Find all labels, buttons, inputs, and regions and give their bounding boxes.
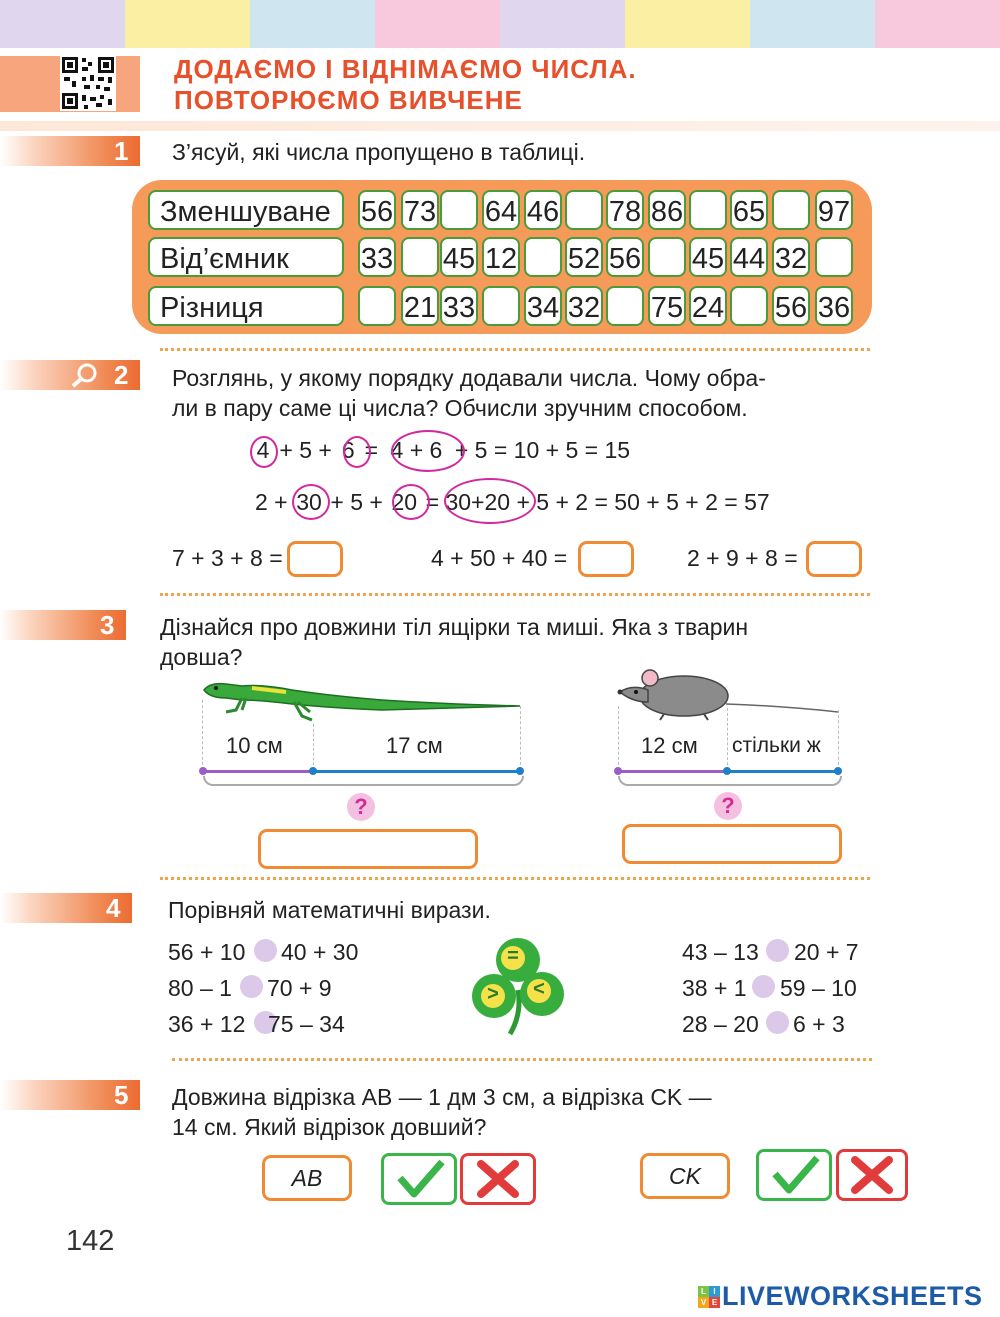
segment-point bbox=[309, 767, 317, 775]
exercise-expression: 4 + 50 + 40 = bbox=[431, 545, 568, 571]
empty-cell-input[interactable] bbox=[689, 190, 727, 230]
comparison-slot[interactable] bbox=[752, 975, 775, 998]
task-number: 1 bbox=[114, 136, 129, 166]
left-expression: 36 + 12 bbox=[168, 1011, 246, 1037]
segment-label: стільки ж bbox=[732, 734, 821, 757]
task-number: 3 bbox=[100, 610, 115, 640]
table-cell: 52 bbox=[565, 237, 603, 277]
segment-purple bbox=[203, 770, 313, 773]
cross-icon bbox=[839, 1152, 905, 1198]
answer-box[interactable] bbox=[578, 541, 634, 577]
text-line: довша? bbox=[160, 644, 243, 670]
divider bbox=[160, 877, 870, 880]
segment-label: 10 см bbox=[226, 733, 283, 758]
empty-cell-input[interactable] bbox=[358, 286, 396, 326]
color-block bbox=[625, 0, 750, 48]
expr-part: = bbox=[364, 437, 379, 463]
check-button[interactable] bbox=[381, 1153, 457, 1205]
row-header: Зменшуване bbox=[148, 190, 344, 230]
left-expression: 28 – 20 bbox=[682, 1011, 759, 1037]
left-expression: 43 – 13 bbox=[682, 939, 759, 965]
table-cell: 45 bbox=[689, 237, 727, 277]
segment-blue bbox=[313, 770, 520, 773]
table-cell: 45 bbox=[440, 237, 478, 277]
table-cell: 46 bbox=[524, 190, 562, 230]
text-line: Дізнайся про довжини тіл ящірки та миші. Яка з тварин bbox=[160, 614, 749, 640]
answer-box[interactable] bbox=[806, 541, 862, 577]
measure-guide bbox=[520, 706, 521, 770]
text-line: Довжина відрізка AB — 1 дм 3 см, а відрізка CK — bbox=[172, 1084, 712, 1110]
empty-cell-input[interactable] bbox=[565, 190, 603, 230]
row-header: Від’ємник bbox=[148, 237, 344, 277]
measure-guide bbox=[727, 708, 728, 770]
row-header: Різниця bbox=[148, 286, 344, 326]
divider bbox=[172, 1058, 872, 1061]
expr-part: + 5 + bbox=[330, 489, 383, 515]
comparison-slot[interactable] bbox=[766, 1011, 789, 1034]
measure-guide bbox=[838, 710, 839, 770]
empty-cell-input[interactable] bbox=[772, 190, 810, 230]
task3-instruction bbox=[160, 612, 748, 672]
circle-mark bbox=[444, 478, 536, 524]
lizard-answer-box[interactable] bbox=[258, 829, 478, 869]
table-cell: 65 bbox=[730, 190, 768, 230]
text-line: ли в пару саме ці числа? Обчисли зручним способом. bbox=[172, 395, 748, 421]
empty-cell-input[interactable] bbox=[401, 237, 439, 277]
logo-letter: I bbox=[709, 1286, 720, 1297]
table-cell: 56 bbox=[606, 237, 644, 277]
right-expression: 6 + 3 bbox=[793, 1011, 845, 1037]
total-brace bbox=[203, 776, 524, 786]
table-cell: 34 bbox=[524, 286, 562, 326]
circled-number: 20 bbox=[391, 489, 418, 515]
left-expression: 80 – 1 bbox=[168, 975, 232, 1001]
expr-part: + 5 = 10 + 5 = 15 bbox=[454, 437, 631, 463]
expr-part: + bbox=[471, 489, 485, 515]
task2-instruction bbox=[172, 363, 766, 423]
greater-sign[interactable]: > bbox=[487, 983, 499, 1005]
circle-mark bbox=[343, 436, 371, 468]
segment-purple bbox=[618, 770, 727, 773]
question-mark-icon: ? bbox=[714, 792, 742, 820]
logo-letter: E bbox=[709, 1297, 720, 1308]
color-block bbox=[750, 0, 875, 48]
table-cell: 75 bbox=[648, 286, 686, 326]
table-cell: 12 bbox=[482, 237, 520, 277]
mouse-answer-box[interactable] bbox=[622, 824, 842, 864]
right-expression: 75 – 34 bbox=[268, 1011, 345, 1037]
logo-letter: V bbox=[698, 1297, 709, 1308]
segment-blue bbox=[727, 770, 838, 773]
color-block bbox=[125, 0, 250, 48]
empty-cell-input[interactable] bbox=[440, 190, 478, 230]
page-number: 142 bbox=[66, 1225, 115, 1257]
color-block bbox=[375, 0, 500, 48]
check-icon bbox=[759, 1152, 829, 1198]
circle-mark bbox=[292, 484, 330, 520]
segment-point bbox=[199, 767, 207, 775]
segment-point bbox=[723, 767, 731, 775]
table-cell: 33 bbox=[440, 286, 478, 326]
table-cell: 56 bbox=[358, 190, 396, 230]
table-cell: 32 bbox=[772, 237, 810, 277]
divider bbox=[160, 593, 870, 596]
title-line-1: ДОДАЄМО І ВІДНІМАЄМО ЧИСЛА. bbox=[174, 54, 637, 84]
table-cell: 33 bbox=[358, 237, 396, 277]
table-cell: 97 bbox=[815, 190, 853, 230]
task-number: 5 bbox=[114, 1080, 129, 1110]
check-button[interactable] bbox=[756, 1149, 832, 1201]
answer-box[interactable] bbox=[287, 541, 343, 577]
right-expression: 59 – 10 bbox=[780, 975, 857, 1001]
table-cell: 86 bbox=[648, 190, 686, 230]
logo-letter: L bbox=[698, 1286, 709, 1297]
color-block bbox=[875, 0, 1000, 48]
empty-cell-input[interactable] bbox=[730, 286, 768, 326]
magnifier-icon bbox=[70, 362, 100, 393]
expr-part: = bbox=[425, 489, 440, 515]
equal-sign[interactable]: = bbox=[507, 945, 519, 967]
page-title bbox=[174, 54, 637, 116]
segment-label: 17 см bbox=[386, 733, 443, 758]
expr-part: 2 + bbox=[255, 489, 288, 515]
circled-number: 6 bbox=[341, 437, 355, 463]
divider bbox=[160, 348, 870, 351]
expr-part: + 5 + bbox=[279, 437, 332, 463]
circle-mark bbox=[391, 430, 465, 472]
exercise-expression: 7 + 3 + 8 = bbox=[172, 545, 283, 571]
title-line-2: ПОВТОРЮЄМО ВИВЧЕНЕ bbox=[174, 85, 523, 115]
empty-cell-input[interactable] bbox=[815, 237, 853, 277]
option-ck: CK bbox=[640, 1153, 730, 1199]
segment-point bbox=[614, 767, 622, 775]
empty-cell-input[interactable] bbox=[606, 286, 644, 326]
color-block bbox=[0, 0, 125, 48]
right-expression: 70 + 9 bbox=[267, 975, 332, 1001]
task5-instruction bbox=[172, 1082, 712, 1142]
table-cell: 36 bbox=[815, 286, 853, 326]
circled-number: 30 bbox=[296, 489, 322, 515]
circled-pair: 4 + 6 bbox=[390, 437, 443, 463]
segment-point bbox=[516, 767, 524, 775]
circled-number: 30 bbox=[445, 489, 472, 515]
task1-instruction: З’ясуй, які числа пропущено в таблиці. bbox=[172, 139, 586, 165]
measure-guide bbox=[313, 724, 314, 770]
brand-name[interactable]: LIVEWORKSHEETS bbox=[722, 1281, 983, 1311]
table-cell: 64 bbox=[482, 190, 520, 230]
table-cell: 73 bbox=[401, 190, 439, 230]
lizard-picture bbox=[202, 676, 522, 731]
empty-cell-input[interactable] bbox=[648, 237, 686, 277]
left-expression: 56 + 10 bbox=[168, 939, 246, 965]
total-brace bbox=[618, 776, 842, 786]
task4-instruction: Порівняй математичні вирази. bbox=[168, 897, 491, 923]
empty-cell-input[interactable] bbox=[482, 286, 520, 326]
top-color-bar bbox=[0, 0, 1000, 48]
comparison-slot[interactable] bbox=[766, 939, 789, 962]
less-sign[interactable]: < bbox=[533, 978, 545, 1000]
table-cell: 56 bbox=[772, 286, 810, 326]
expr-part: + 5 + 2 = 50 + 5 + 2 = 57 bbox=[516, 489, 770, 515]
liveworksheets-logo-icon bbox=[698, 1286, 720, 1308]
comparison-slot[interactable] bbox=[240, 975, 263, 998]
check-icon bbox=[384, 1156, 454, 1202]
table-cell: 21 bbox=[401, 286, 439, 326]
empty-cell-input[interactable] bbox=[524, 237, 562, 277]
circled-number: 20 bbox=[484, 489, 511, 515]
circle-mark bbox=[392, 484, 430, 520]
task-number: 4 bbox=[106, 893, 121, 923]
text-line: 14 см. Який відрізок довший? bbox=[172, 1114, 487, 1140]
qr-code[interactable] bbox=[60, 55, 116, 111]
table-cell: 24 bbox=[689, 286, 727, 326]
task-number: 2 bbox=[114, 360, 129, 390]
left-expression: 38 + 1 bbox=[682, 975, 747, 1001]
table-cell: 44 bbox=[730, 237, 768, 277]
header-underline bbox=[0, 121, 1000, 131]
color-block bbox=[500, 0, 625, 48]
right-expression: 40 + 30 bbox=[281, 939, 359, 965]
right-expression: 20 + 7 bbox=[794, 939, 859, 965]
comparison-slot[interactable] bbox=[254, 939, 277, 962]
measure-guide bbox=[618, 706, 619, 770]
circled-number: 4 bbox=[256, 437, 270, 463]
measure-guide bbox=[202, 700, 203, 770]
cross-icon bbox=[463, 1156, 533, 1202]
question-mark-icon: ? bbox=[347, 793, 375, 821]
circle-mark bbox=[250, 436, 278, 468]
table-cell: 32 bbox=[565, 286, 603, 326]
cross-button[interactable] bbox=[460, 1153, 536, 1205]
segment-point bbox=[834, 767, 842, 775]
color-block bbox=[250, 0, 375, 48]
option-ab: AB bbox=[262, 1155, 352, 1201]
table-cell: 78 bbox=[606, 190, 644, 230]
text-line: Розглянь, у якому порядку додавали числа. Чому обра- bbox=[172, 365, 766, 391]
cross-button[interactable] bbox=[836, 1149, 908, 1201]
exercise-expression: 2 + 9 + 8 = bbox=[687, 545, 798, 571]
segment-label: 12 см bbox=[641, 733, 698, 758]
